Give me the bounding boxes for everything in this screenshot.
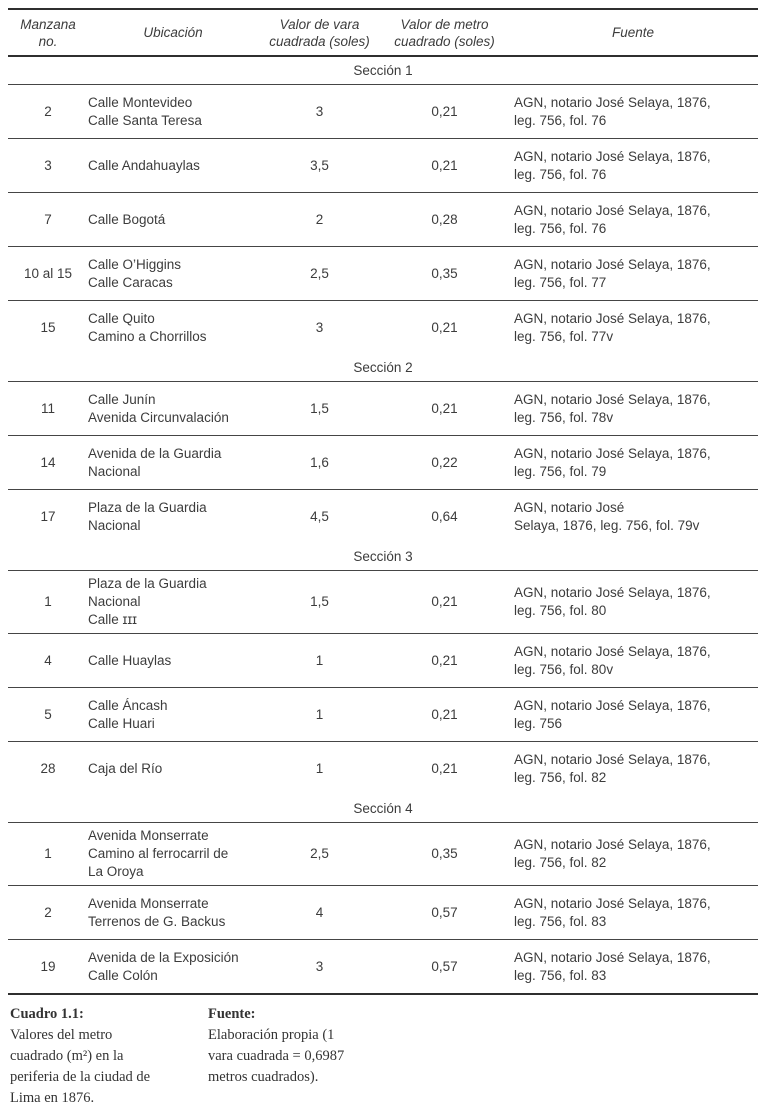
ubicacion-line: Calle Huaylas (88, 652, 172, 668)
cell-vara: 3 (315, 103, 324, 119)
cell-manzana: 1 (44, 846, 52, 861)
cell-ubicacion (88, 310, 258, 346)
cell-manzana: 10 al 15 (23, 265, 73, 281)
table-row (8, 822, 758, 885)
ubicacion-line: Nacional (88, 517, 141, 533)
fuente-line: leg. 756, fol. 78v (514, 409, 614, 425)
cell-manzana: 5 (44, 706, 52, 722)
fuente-line: AGN, notario José Selaya, 1876, (514, 751, 711, 767)
cell-manzana: 11 (40, 400, 55, 416)
fuente-line: AGN, notario José Selaya, 1876, (514, 310, 711, 326)
cell-vara: 3 (315, 319, 324, 335)
cell-ubicacion (88, 94, 258, 130)
cell-metro: 0,35 (431, 846, 458, 861)
cell-ubicacion (88, 391, 258, 427)
ubicacion-line: Terrenos de G. Backus (88, 913, 226, 929)
cell-vara: 2 (315, 211, 324, 227)
ubicacion-line: Calle Junín (88, 391, 156, 407)
ubicacion-line: Caja del Río (88, 760, 163, 776)
cell-metro: 0,21 (431, 594, 458, 609)
cell-fuente (508, 256, 758, 292)
cell-fuente (508, 391, 758, 427)
cell-metro: 0,28 (431, 211, 458, 227)
table-row (8, 192, 758, 246)
cell-ubicacion (88, 445, 258, 481)
caption-label: Cuadro 1.1: (10, 1006, 84, 1022)
cell-metro: 0,35 (431, 265, 458, 281)
caption-line: Lima en 1876. (10, 1090, 95, 1106)
ubicacion-line: Calle Caracas (88, 274, 173, 290)
fuente-line: AGN, notario José Selaya, 1876, (514, 643, 711, 659)
cell-metro: 0,21 (431, 760, 458, 776)
cell-manzana: 15 (40, 319, 56, 335)
cell-vara: 1 (315, 706, 324, 722)
fuente-line: leg. 756, fol. 80v (514, 661, 614, 677)
ubicacion-line: Avenida Monserrate (88, 895, 209, 911)
table-row (8, 381, 758, 435)
cell-fuente (508, 751, 758, 787)
fuente-line: leg. 756, fol. 76 (514, 112, 607, 128)
cell-manzana: 4 (44, 652, 52, 668)
col-header-fuente: Fuente (611, 25, 655, 40)
fuente-line: AGN, notario José Selaya, 1876, (514, 895, 711, 911)
price-table (8, 8, 758, 993)
ubicacion-line: Avenida Circunvalación (88, 409, 229, 425)
fuente-line: AGN, notario José Selaya, 1876, (514, 949, 711, 965)
cell-fuente (508, 949, 758, 985)
cell-metro: 0,21 (431, 103, 458, 119)
ubicacion-line: Calle Colón (88, 967, 158, 983)
cell-vara: 1,6 (310, 454, 329, 470)
cell-vara: 4,5 (310, 508, 329, 524)
section-header-row: Sección 4 (353, 801, 413, 816)
cell-ubicacion (88, 157, 258, 175)
cell-metro: 0,21 (431, 319, 458, 335)
fuente-line: AGN, notario José Selaya, 1876, (514, 148, 711, 164)
cell-fuente (508, 836, 758, 872)
ubicacion-line: Avenida de la Exposición (88, 949, 239, 965)
fuente-line: AGN, notario José Selaya, 1876, (514, 202, 711, 218)
fuente-line: leg. 756, fol. 76 (514, 220, 607, 236)
cell-metro: 0,57 (431, 904, 458, 920)
source-note (208, 1004, 438, 1109)
ubicacion-line: Avenida de la Guardia (88, 445, 222, 461)
ubicacion-line: Plaza de la Guardia (88, 499, 207, 515)
section-header-row: Sección 2 (353, 360, 413, 375)
ubicacion-line: Calle Montevideo (88, 94, 193, 110)
cell-manzana: 2 (44, 103, 52, 119)
table-row (8, 138, 758, 192)
cell-metro: 0,22 (431, 454, 458, 470)
fuente-line: AGN, notario José Selaya, 1876, (514, 391, 711, 407)
cell-fuente (508, 202, 758, 238)
table-row (8, 885, 758, 939)
fuente-line: AGN, notario José Selaya, 1876, (514, 256, 711, 272)
table-header-row (8, 10, 758, 57)
fuente-line: leg. 756, fol. 76 (514, 166, 607, 182)
fuente-line: leg. 756, fol. 82 (514, 855, 607, 870)
fuente-line: leg. 756, fol. 79 (514, 463, 607, 479)
fuente-line: AGN, notario José Selaya, 1876, (514, 837, 711, 852)
table-footer (8, 993, 758, 1109)
fuente-line: Selaya, 1876, leg. 756, fol. 79v (514, 517, 700, 533)
cell-fuente (508, 445, 758, 481)
cell-ubicacion (88, 827, 258, 881)
cell-vara: 1,5 (310, 594, 329, 609)
section-header-row: Sección 3 (353, 549, 413, 564)
cell-ubicacion (88, 760, 258, 778)
section-header-row: Sección 1 (353, 63, 413, 78)
cell-vara: 2,5 (310, 846, 329, 861)
ubicacion-line: Plaza de la Guardia (88, 576, 207, 591)
ubicacion-line: Calle Andahuaylas (88, 157, 200, 173)
source-label: Fuente: (208, 1006, 256, 1022)
fuente-line: leg. 756, fol. 80 (514, 603, 607, 618)
caption-line: Valores del metro (10, 1027, 113, 1043)
source-line: metros cuadrados). (208, 1069, 319, 1085)
table-row (8, 246, 758, 300)
cell-fuente (508, 895, 758, 931)
cell-vara: 1 (315, 760, 324, 776)
cell-vara: 1,5 (310, 400, 329, 416)
table-row (8, 687, 758, 741)
cell-ubicacion (88, 256, 258, 292)
fuente-line: AGN, notario José Selaya, 1876, (514, 94, 711, 110)
cell-ubicacion (88, 499, 258, 535)
source-line: Elaboración propia (1 (208, 1027, 335, 1043)
fuente-line: leg. 756, fol. 83 (514, 967, 607, 983)
cell-metro: 0,57 (431, 958, 458, 974)
table-row (8, 435, 758, 489)
cell-fuente (508, 643, 758, 679)
caption-line: periferia de la ciudad de (10, 1069, 151, 1085)
ubicacion-line: Nacional (88, 594, 141, 609)
ubicacion-line: Calle O’Higgins (88, 256, 182, 272)
cell-manzana: 17 (40, 508, 56, 524)
cell-fuente (508, 584, 758, 620)
cell-fuente (508, 148, 758, 184)
ubicacion-line: Camino al ferrocarril de (88, 846, 229, 861)
cell-vara: 1 (315, 652, 324, 668)
col-header-ubicacion: Ubicación (143, 25, 203, 40)
cell-vara: 2,5 (310, 265, 329, 281)
fuente-line: AGN, notario José Selaya, 1876, (514, 697, 711, 713)
cell-manzana: 1 (44, 594, 52, 609)
cell-ubicacion (88, 211, 258, 229)
table-row (8, 939, 758, 993)
cell-manzana: 28 (40, 760, 56, 776)
fuente-line: leg. 756, fol. 82 (514, 769, 607, 785)
table-row (8, 741, 758, 795)
cell-fuente (508, 94, 758, 130)
cell-metro: 0,21 (431, 400, 458, 416)
fuente-line: AGN, notario José Selaya, 1876, (514, 585, 711, 600)
ubicacion-line: Calle Huari (88, 715, 155, 731)
ubicacion-line: La Oroya (88, 864, 144, 879)
source-line: vara cuadrada = 0,6987 (208, 1048, 345, 1064)
table-caption (8, 1004, 208, 1109)
cell-manzana: 19 (40, 958, 56, 974)
ubicacion-line: Avenida Monserrate (88, 828, 209, 843)
col-header-vara: Valor de vara cuadrada (soles) (269, 16, 370, 49)
cell-manzana: 7 (44, 211, 52, 227)
cell-ubicacion (88, 895, 258, 931)
ubicacion-line: Calle ɪɪɪ (88, 612, 137, 627)
fuente-line: leg. 756, fol. 83 (514, 913, 607, 929)
cell-fuente (508, 499, 758, 535)
cell-ubicacion (88, 575, 258, 629)
ubicacion-line: Calle Quito (88, 310, 155, 326)
ubicacion-line: Nacional (88, 463, 141, 479)
table-body (8, 57, 758, 993)
table-row (8, 489, 758, 543)
ubicacion-line: Calle Áncash (88, 697, 168, 713)
table-row (8, 570, 758, 633)
table-row (8, 633, 758, 687)
cell-metro: 0,21 (431, 652, 458, 668)
ubicacion-line: Calle Bogotá (88, 211, 166, 227)
cell-vara: 4 (315, 904, 324, 920)
cell-metro: 0,21 (431, 157, 458, 173)
table-row (8, 84, 758, 138)
cell-ubicacion (88, 697, 258, 733)
fuente-line: leg. 756, fol. 77v (514, 328, 614, 344)
cell-metro: 0,21 (431, 706, 458, 722)
table-row (8, 300, 758, 354)
cell-fuente (508, 697, 758, 733)
cell-vara: 3,5 (310, 157, 329, 173)
cell-fuente (508, 310, 758, 346)
cell-manzana: 2 (44, 904, 52, 920)
cell-manzana: 3 (44, 157, 52, 173)
ubicacion-line: Camino a Chorrillos (88, 328, 207, 344)
caption-line: cuadrado (m²) en la (10, 1048, 124, 1064)
ubicacion-line: Calle Santa Teresa (88, 112, 202, 128)
cell-manzana: 14 (40, 454, 56, 470)
cell-ubicacion (88, 652, 258, 670)
fuente-line: AGN, notario José Selaya, 1876, (514, 445, 711, 461)
cell-vara: 3 (315, 958, 324, 974)
fuente-line: leg. 756, fol. 77 (514, 274, 607, 290)
col-header-metro: Valor de metro cuadrado (soles) (394, 16, 495, 49)
fuente-line: AGN, notario José (514, 499, 625, 515)
cell-metro: 0,64 (431, 508, 458, 524)
cell-ubicacion (88, 949, 258, 985)
fuente-line: leg. 756 (514, 715, 563, 731)
col-header-manzana: Manzana no. (20, 16, 76, 49)
